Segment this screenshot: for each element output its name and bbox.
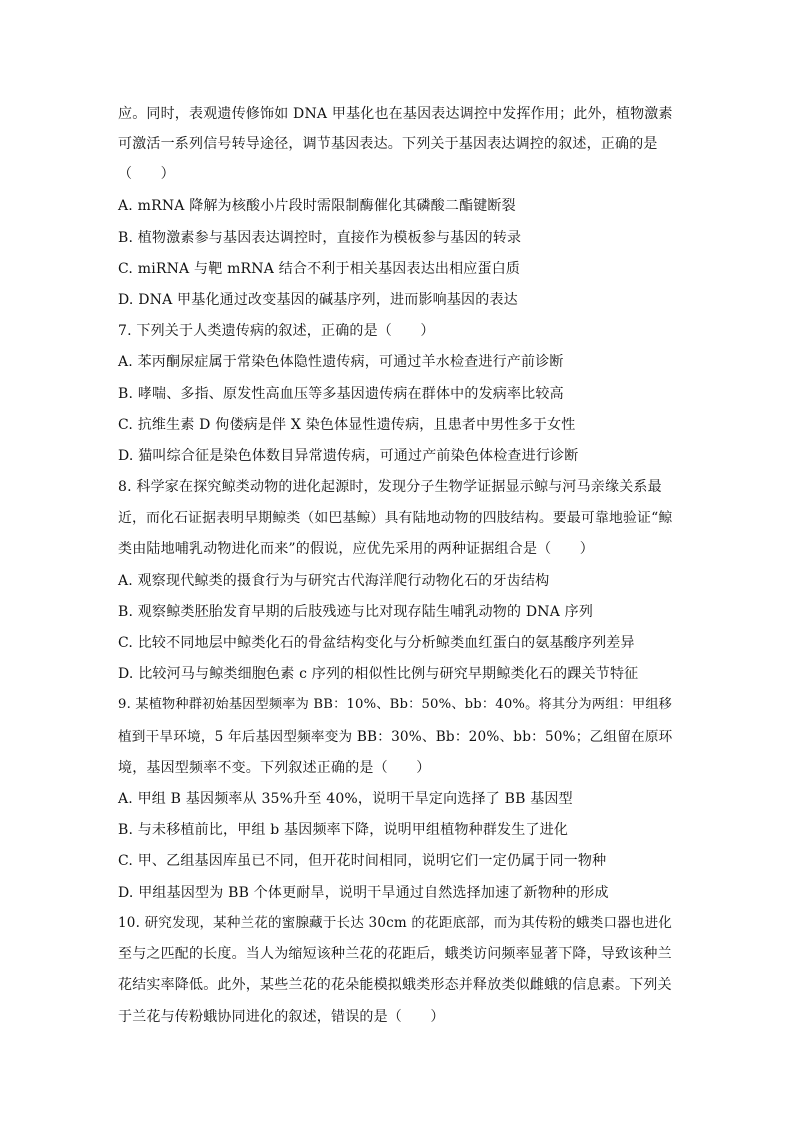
question-9-stem: 境，基因型频率不变。下列叙述正确的是（ ）: [118, 760, 431, 776]
option-d: D. 比较河马与鲸类细胞色素 c 序列的相似性比例与研究早期鲸类化石的踝关节特征: [118, 666, 639, 682]
option-a: A. 观察现代鲸类的摄食行为与研究古代海洋爬行动物化石的牙齿结构: [118, 573, 550, 589]
question-8-stem: 8. 科学家在探究鲸类动物的进化起源时，发现分子生物学证据显示鲸与河马亲缘关系最: [118, 479, 662, 495]
question-9-stem: 植到干旱环境，5 年后基因型频率变为 BB：30%、Bb：20%、bb：50%；乙组留在原环: [118, 729, 673, 745]
question-10-stem: 10. 研究发现，某种兰花的蜜腺藏于长达 30cm 的花距底部，而为其传粉的蛾类口器也进化: [118, 915, 673, 931]
question-10-stem: 至与之匹配的长度。当人为缩短该种兰花的花距后，蛾类访问频率显著下降，导致该种兰: [118, 946, 672, 962]
option-d: D. 猫叫综合征是染色体数目异常遗传病，可通过产前染色体检查进行诊断: [118, 448, 579, 464]
option-c: C. miRNA 与靶 mRNA 结合不利于相关基因表达出相应蛋白质: [118, 261, 521, 277]
text-line: 应。同时，表观遗传修饰如 DNA 甲基化也在基因表达调控中发挥作用；此外，植物激素: [118, 106, 673, 122]
option-b: B. 观察鲸类胚胎发育早期的后肢残迹与比对现存陆生哺乳动物的 DNA 序列: [118, 604, 594, 620]
option-b: B. 植物激素参与基因表达调控时，直接作为模板参与基因的转录: [118, 230, 522, 246]
option-c: C. 抗维生素 D 佝偻病是伴 X 染色体显性遗传病，且患者中男性多于女性: [118, 417, 576, 433]
option-a: A. 苯丙酮尿症属于常染色体隐性遗传病，可通过羊水检查进行产前诊断: [118, 354, 564, 370]
option-a: A. 甲组 B 基因频率从 35%升至 40%，说明干旱定向选择了 BB 基因型: [118, 791, 573, 807]
text-line: （ ）: [118, 166, 175, 182]
text-line: 可激活一系列信号转导途径，调节基因表达。下列关于基因表达调控的叙述，正确的是: [118, 136, 658, 152]
option-d: D. 甲组基因型为 BB 个体更耐旱，说明干旱通过自然选择加速了新物种的形成: [118, 885, 609, 901]
option-c: C. 甲、乙组基因库虽已不同，但开花时间相同，说明它们一定仍属于同一物种: [118, 853, 607, 869]
option-c: C. 比较不同地层中鲸类化石的骨盆结构变化与分析鲸类血红蛋白的氨基酸序列差异: [118, 635, 635, 651]
option-d: D. DNA 甲基化通过改变基因的碱基序列，进而影响基因的表达: [118, 292, 518, 308]
option-b: B. 与未移植前比，甲组 b 基因频率下降，说明甲组植物种群发生了进化: [118, 822, 569, 838]
question-10-stem: 于兰花与传粉蛾协同进化的叙述，错误的是（ ）: [118, 1009, 445, 1025]
question-9-stem: 9. 某植物种群初始基因型频率为 BB：10%、Bb：50%、bb：40%。将其分为两组：甲组移: [118, 697, 673, 712]
question-8-stem: 近，而化石证据表明早期鲸类（如巴基鲸）具有陆地动物的四肢结构。要最可靠地验证“鲸: [118, 510, 673, 526]
question-8-stem: 类由陆地哺乳动物进化而来”的假说，应优先采用的两种证据组合是（ ）: [118, 541, 594, 557]
option-b: B. 哮喘、多指、原发性高血压等多基因遗传病在群体中的发病率比较高: [118, 386, 564, 402]
option-a: A. mRNA 降解为核酸小片段时需限制酶催化其磷酸二酯键断裂: [118, 198, 516, 214]
question-7-stem: 7. 下列关于人类遗传病的叙述，正确的是（ ）: [118, 323, 435, 339]
question-10-stem: 花结实率降低。此外，某些兰花的花朵能模拟蛾类形态并释放类似雌蛾的信息素。下列关: [118, 977, 672, 993]
